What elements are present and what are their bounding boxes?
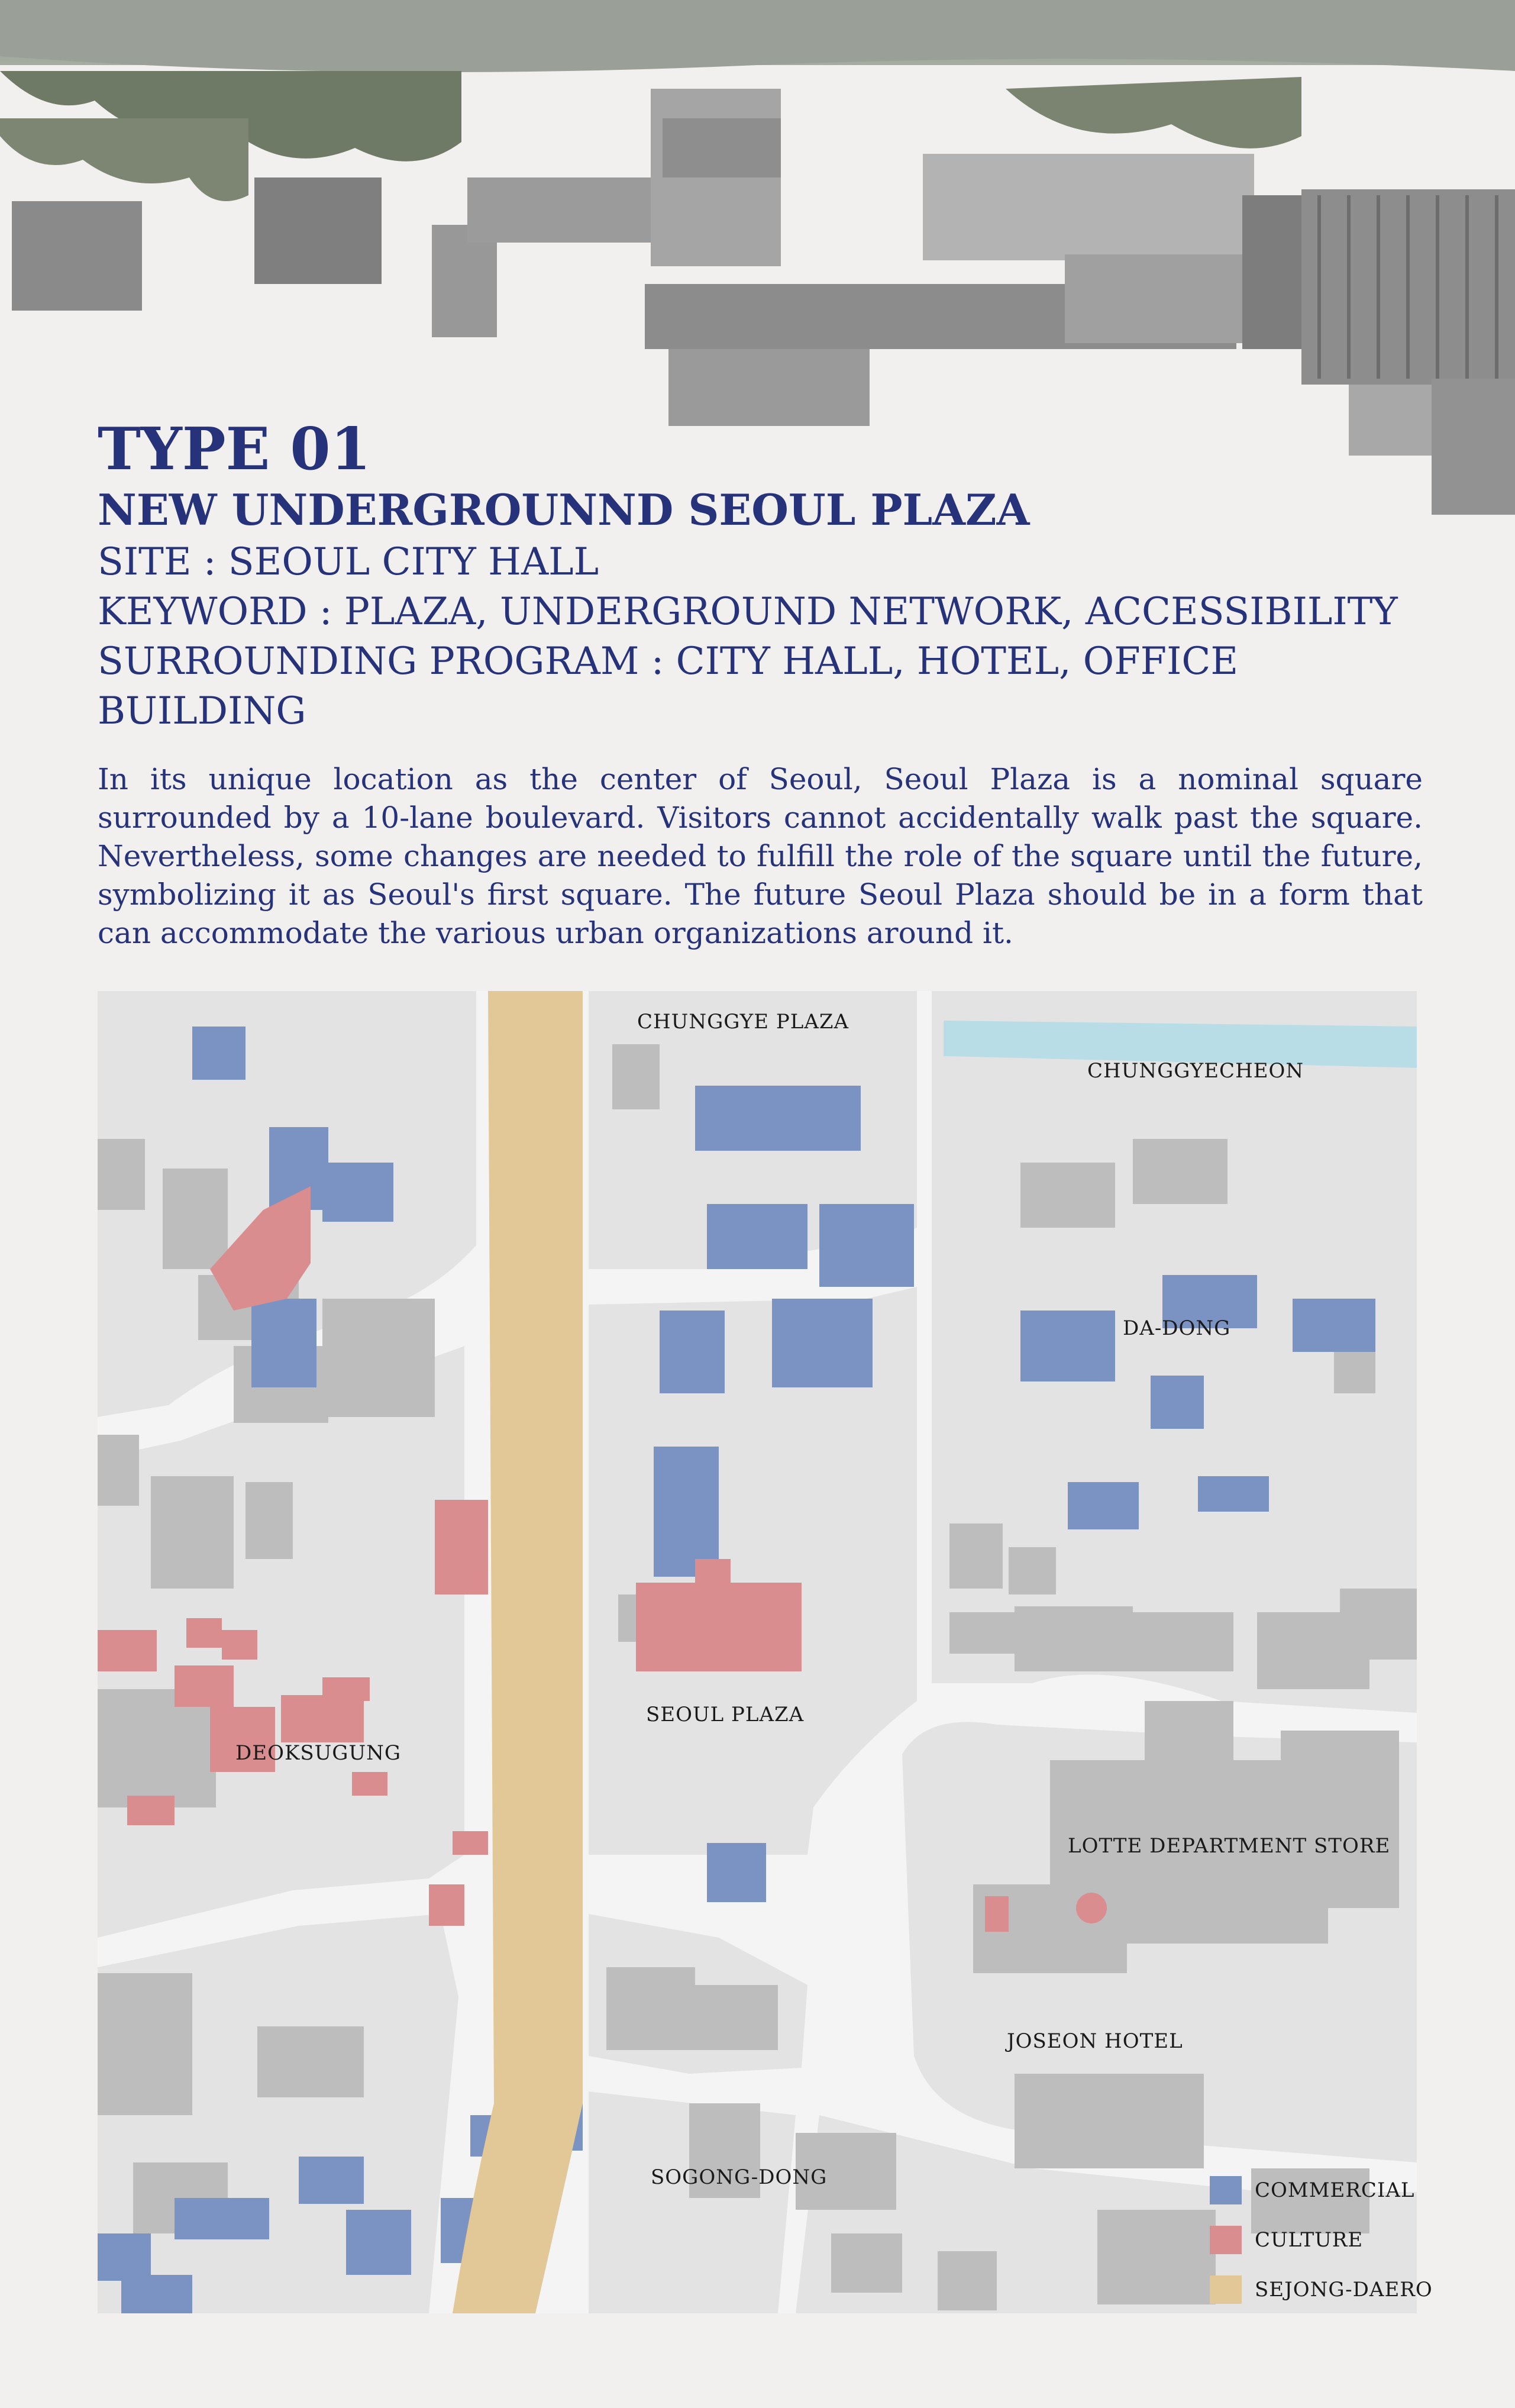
label-lotte-department-store: LOTTE DEPARTMENT STORE [1068, 1834, 1391, 1858]
legend-swatch-sejong-daero [1210, 2275, 1242, 2304]
legend-swatch-culture [1210, 2226, 1242, 2254]
label-joseon-hotel: JOSEON HOTEL [1007, 2029, 1183, 2053]
label-sogong-dong: SOGONG-DONG [651, 2165, 828, 2189]
legend-item-culture [1210, 2215, 1433, 2265]
site-line: SITE : SEOUL CITY HALL [98, 540, 599, 584]
legend-item-commercial [1210, 2165, 1433, 2215]
description-paragraph: In its unique location as the center of Seoul, Seoul Plaza is a nominal square surrounded by a 10-lane boulevard. Visitors cannot accidentally walk past the square. Nevertheless, some changes are needed to fulfill the role of the square until the future, symbolizing it as Seoul's first square. The future Seoul Plaza should be in a form that can accommodate the various urban organizations around it. [98, 762, 1423, 950]
legend-label: CULTURE [1255, 2228, 1364, 2252]
legend-swatch-commercial [1210, 2176, 1242, 2204]
label-chunggyecheon: CHUNGGYECHEON [1087, 1059, 1304, 1083]
map-legend [1210, 2165, 1433, 2315]
legend-item-sejong-daero [1210, 2265, 1433, 2315]
label-da-dong: DA-DONG [1123, 1316, 1231, 1340]
keyword-line: KEYWORD : PLAZA, UNDERGROUND NETWORK, ACCESSIBILITY [98, 590, 1398, 634]
label-seoul-plaza: SEOUL PLAZA [646, 1703, 805, 1726]
site-map-drawing [98, 991, 1417, 2313]
site-map [98, 991, 1417, 2313]
legend-label: COMMERCIAL [1255, 2178, 1415, 2202]
label-chunggye-plaza: CHUNGGYE PLAZA [637, 1010, 849, 1034]
legend-label: SEJONG-DAERO [1255, 2278, 1433, 2302]
type-title: TYPE 01 [98, 415, 371, 483]
label-deoksugung: DEOKSUGUNG [235, 1741, 402, 1765]
project-subtitle: NEW UNDERGROUNND SEOUL PLAZA [98, 485, 1030, 535]
surrounding-program-line: SURROUNDING PROGRAM : CITY HALL, HOTEL, OFFICE BUILDING [98, 640, 1239, 733]
title-block [98, 415, 1435, 736]
